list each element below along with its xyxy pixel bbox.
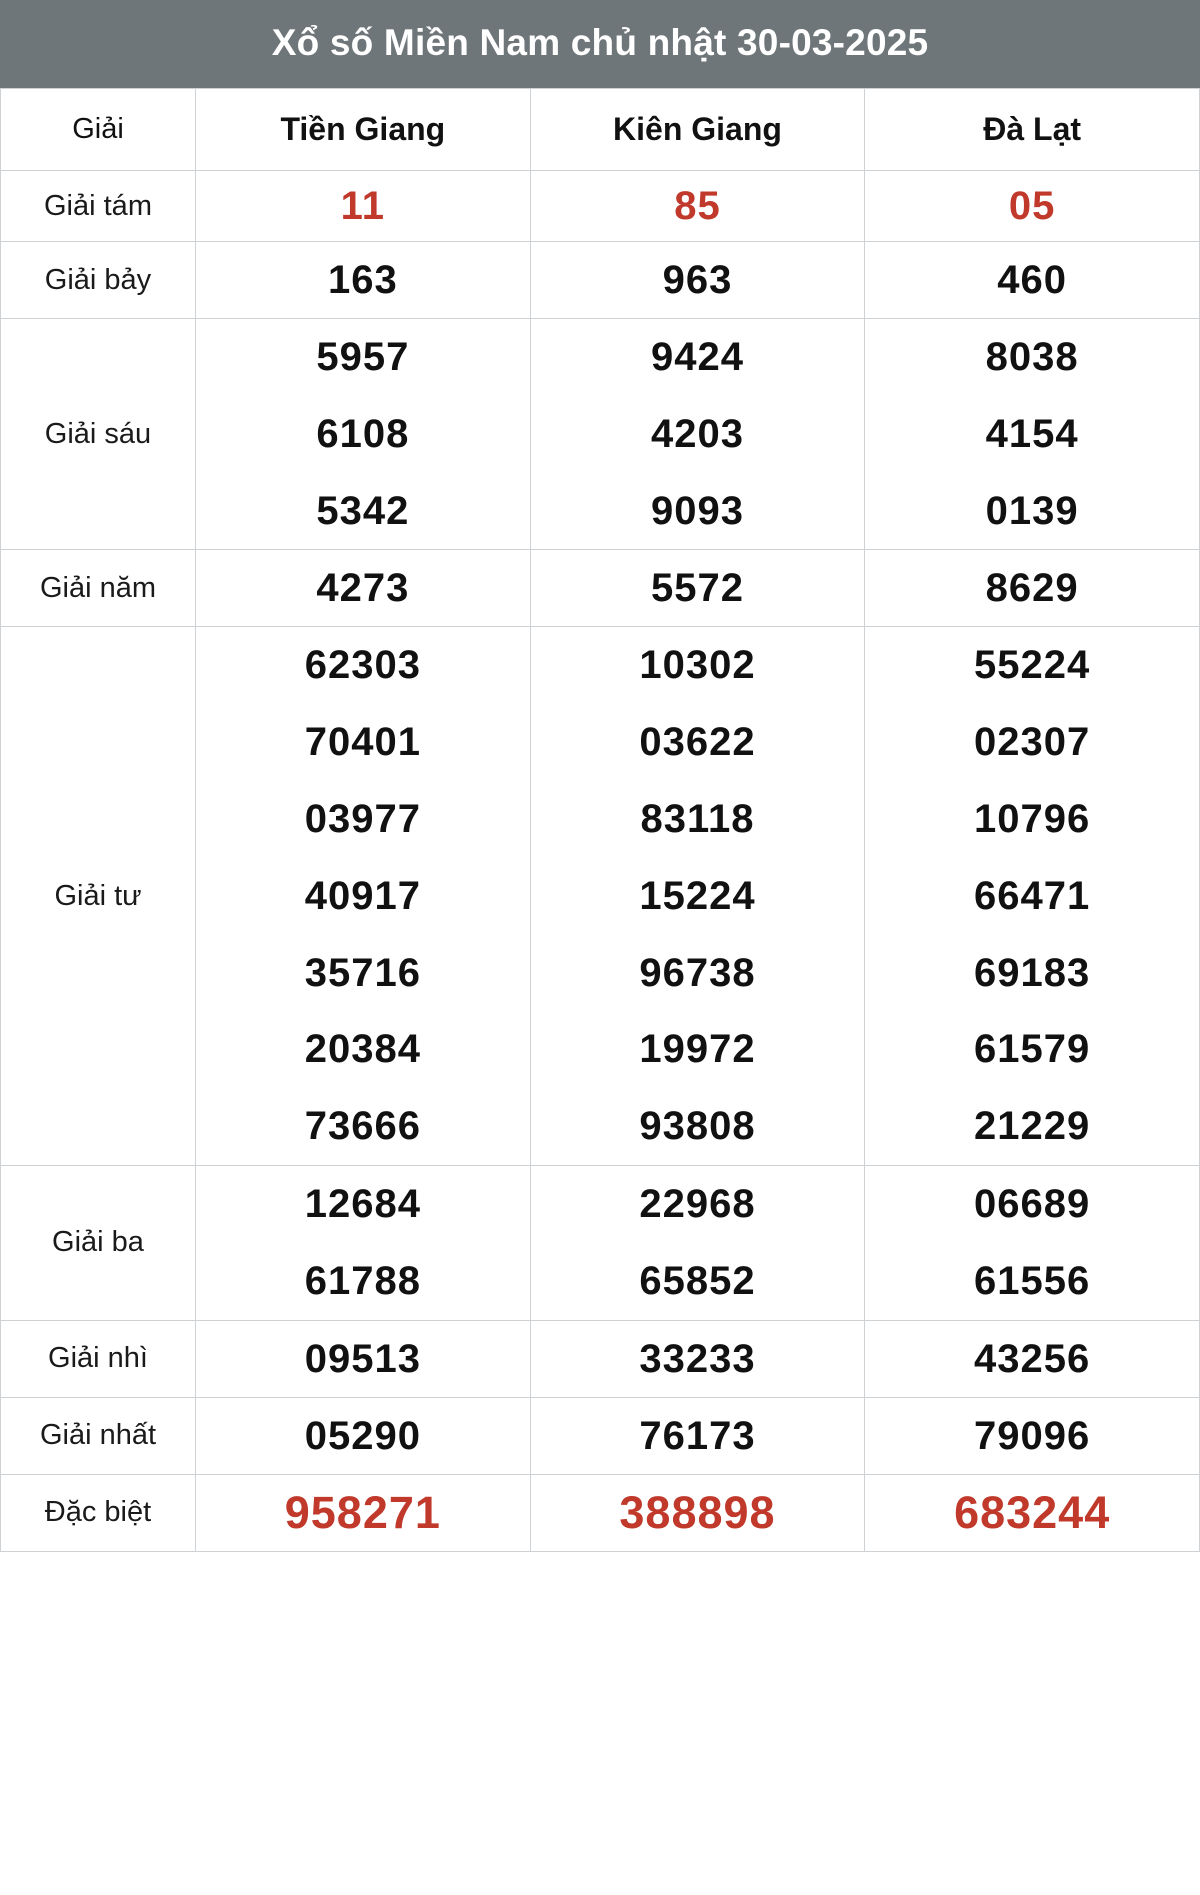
prize-number: 5572	[650, 566, 744, 611]
prize-numbers-cell	[196, 242, 531, 319]
prize-number: 65852	[639, 1258, 756, 1303]
prize-label: Giải ba	[1, 1165, 196, 1320]
prize-number: 10302	[639, 643, 756, 688]
table-row	[1, 627, 1200, 1166]
table-header-row	[1, 89, 1200, 171]
table-body	[1, 171, 1200, 1552]
prize-number: 05290	[304, 1413, 421, 1458]
prize-number: 4273	[316, 566, 410, 611]
prize-number: 62303	[304, 643, 421, 688]
prize-number: 9093	[650, 488, 744, 533]
table-row	[1, 1165, 1200, 1320]
prize-numbers-cell	[530, 1165, 865, 1320]
column-header-prize: Giải	[1, 89, 196, 171]
prize-number: 19972	[639, 1027, 756, 1072]
prize-number: 03977	[304, 796, 421, 841]
prize-number: 35716	[304, 950, 421, 995]
prize-number: 20384	[304, 1027, 421, 1072]
prize-number: 11	[340, 184, 385, 228]
prize-label: Giải nhất	[1, 1397, 196, 1474]
table-row	[1, 1474, 1200, 1552]
prize-number: 4203	[650, 411, 744, 456]
prize-number: 76173	[639, 1413, 756, 1458]
table-row	[1, 319, 1200, 550]
prize-numbers-cell	[865, 1320, 1200, 1397]
table-header	[1, 89, 1200, 171]
prize-number: 55224	[974, 643, 1091, 688]
prize-numbers-cell	[530, 550, 865, 627]
prize-label: Đặc biệt	[1, 1474, 196, 1552]
prize-number: 12684	[304, 1181, 421, 1226]
prize-number: 85	[674, 184, 721, 228]
prize-numbers-cell	[865, 627, 1200, 1166]
prize-numbers-cell	[530, 171, 865, 242]
column-header-province-2: Đà Lạt	[865, 89, 1200, 171]
prize-numbers-cell	[865, 319, 1200, 550]
prize-number: 05	[1008, 184, 1056, 228]
prize-numbers-cell	[865, 242, 1200, 319]
prize-number: 06689	[974, 1181, 1091, 1226]
prize-number: 83118	[640, 796, 755, 841]
prize-number: 958271	[284, 1486, 441, 1538]
prize-numbers-cell	[196, 1320, 531, 1397]
prize-label: Giải bảy	[1, 242, 196, 319]
prize-number: 8629	[985, 566, 1079, 611]
prize-number: 69183	[974, 950, 1091, 995]
prize-numbers-cell	[530, 627, 865, 1166]
prize-number: 8038	[985, 335, 1079, 379]
table-row	[1, 171, 1200, 242]
prize-label: Giải nhì	[1, 1320, 196, 1397]
prize-label: Giải tám	[1, 171, 196, 242]
page-title: Xổ số Miền Nam chủ nhật 30-03-2025	[0, 0, 1200, 88]
prize-number: 6108	[316, 411, 410, 456]
prize-number: 09513	[304, 1336, 421, 1381]
prize-label: Giải năm	[1, 550, 196, 627]
prize-number: 15224	[639, 873, 756, 918]
table-row	[1, 1320, 1200, 1397]
prize-numbers-cell	[196, 627, 531, 1166]
prize-number: 02307	[974, 720, 1091, 765]
table-row	[1, 550, 1200, 627]
prize-number: 10796	[974, 796, 1091, 841]
prize-number: 460	[997, 258, 1068, 302]
prize-numbers-cell	[196, 550, 531, 627]
prize-numbers-cell	[865, 1165, 1200, 1320]
prize-number: 963	[662, 258, 733, 302]
table-row	[1, 242, 1200, 319]
prize-number: 22968	[639, 1181, 756, 1226]
prize-numbers-cell	[530, 319, 865, 550]
prize-numbers-cell	[865, 550, 1200, 627]
table-row	[1, 1397, 1200, 1474]
lottery-results-table	[0, 88, 1200, 1552]
prize-number: 96738	[639, 950, 756, 995]
prize-numbers-cell	[530, 1320, 865, 1397]
prize-number: 683244	[954, 1486, 1111, 1538]
prize-numbers-cell	[196, 171, 531, 242]
prize-number: 21229	[974, 1104, 1091, 1149]
prize-numbers-cell	[196, 1397, 531, 1474]
prize-numbers-cell	[196, 319, 531, 550]
prize-number: 79096	[974, 1413, 1091, 1458]
prize-number: 61579	[974, 1027, 1091, 1072]
prize-numbers-cell	[530, 242, 865, 319]
column-header-province-1: Kiên Giang	[530, 89, 865, 171]
prize-numbers-cell	[196, 1474, 531, 1552]
prize-number: 93808	[639, 1104, 756, 1149]
column-header-province-0: Tiền Giang	[196, 89, 531, 171]
prize-number: 03622	[639, 720, 756, 765]
prize-label: Giải tư	[1, 627, 196, 1166]
prize-number: 70401	[304, 720, 421, 765]
prize-number: 5342	[316, 488, 410, 533]
prize-number: 4154	[985, 411, 1079, 456]
prize-number: 43256	[974, 1336, 1091, 1381]
prize-number: 0139	[985, 488, 1079, 533]
prize-numbers-cell	[865, 171, 1200, 242]
prize-label: Giải sáu	[1, 319, 196, 550]
prize-numbers-cell	[865, 1474, 1200, 1552]
prize-number: 163	[327, 258, 398, 302]
prize-number: 61788	[304, 1258, 421, 1303]
prize-number: 5957	[316, 335, 410, 379]
prize-number: 388898	[619, 1486, 776, 1538]
prize-number: 66471	[974, 873, 1091, 918]
prize-numbers-cell	[196, 1165, 531, 1320]
prize-numbers-cell	[530, 1474, 865, 1552]
prize-numbers-cell	[530, 1397, 865, 1474]
prize-numbers-cell	[865, 1397, 1200, 1474]
prize-number: 73666	[304, 1104, 421, 1149]
prize-number: 9424	[650, 335, 744, 379]
prize-number: 61556	[974, 1258, 1091, 1303]
prize-number: 40917	[304, 873, 421, 918]
prize-number: 33233	[639, 1336, 756, 1381]
